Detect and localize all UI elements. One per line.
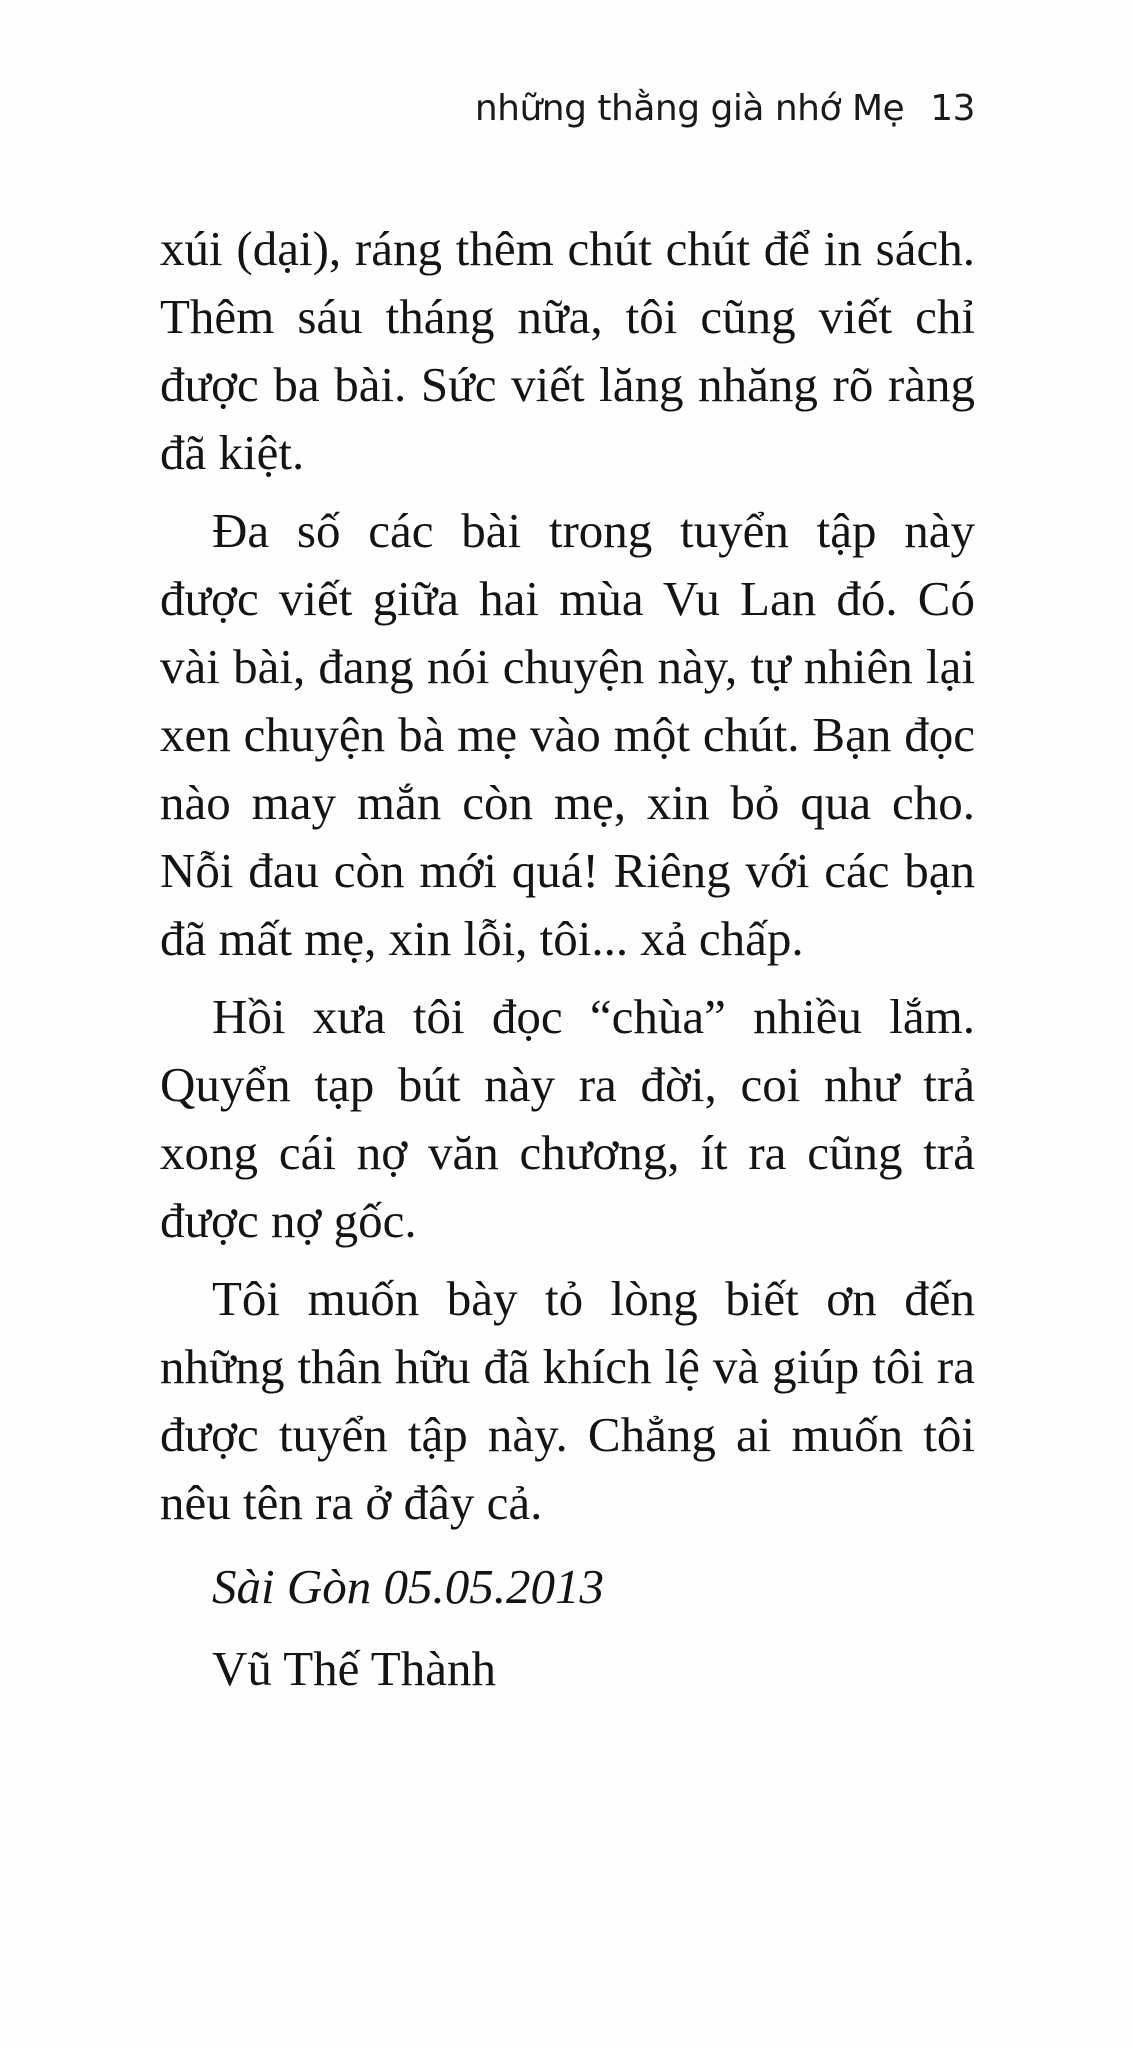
running-title: những thằng già nhớ Mẹ [474,88,905,129]
paragraph: Tôi muốn bày tỏ lòng biết ơn đến những thân hữu đã khích lệ và giúp tôi ra được tuyển tập này. Chẳng ai muốn tôi nêu tên ra ở đây cả. [160,1271,975,1530]
paragraph-continued: xúi (dại), ráng thêm chút chút để in sách. Thêm sáu tháng nữa, tôi cũng viết chỉ được ba bài. Sức viết lăng nhăng rõ ràng đã kiệt. [160,221,975,480]
running-header [475,88,975,129]
place-date: Sài Gòn 05.05.2013 [212,1559,604,1614]
paragraph: Đa số các bài trong tuyển tập này được viết giữa hai mùa Vu Lan đó. Có vài bài, đang nói chuyện này, tự nhiên lại xen chuyện bà mẹ vào một chút. Bạn đọc nào may mắn còn mẹ, xin bỏ qua cho. Nỗi đau còn mới quá! Riêng với các bạn đã mất mẹ, xin lỗi, tôi... xả chấp. [160,503,975,966]
page-number: 13 [930,88,975,129]
paragraph: Hồi xưa tôi đọc “chùa” nhiều lắm. Quyển tạp bút này ra đời, coi như trả xong cái nợ văn chương, ít ra cũng trả được nợ gốc. [160,989,975,1248]
signature-block [160,1553,975,1703]
author-name: Vũ Thế Thành [212,1641,496,1696]
body-text [160,215,975,1703]
